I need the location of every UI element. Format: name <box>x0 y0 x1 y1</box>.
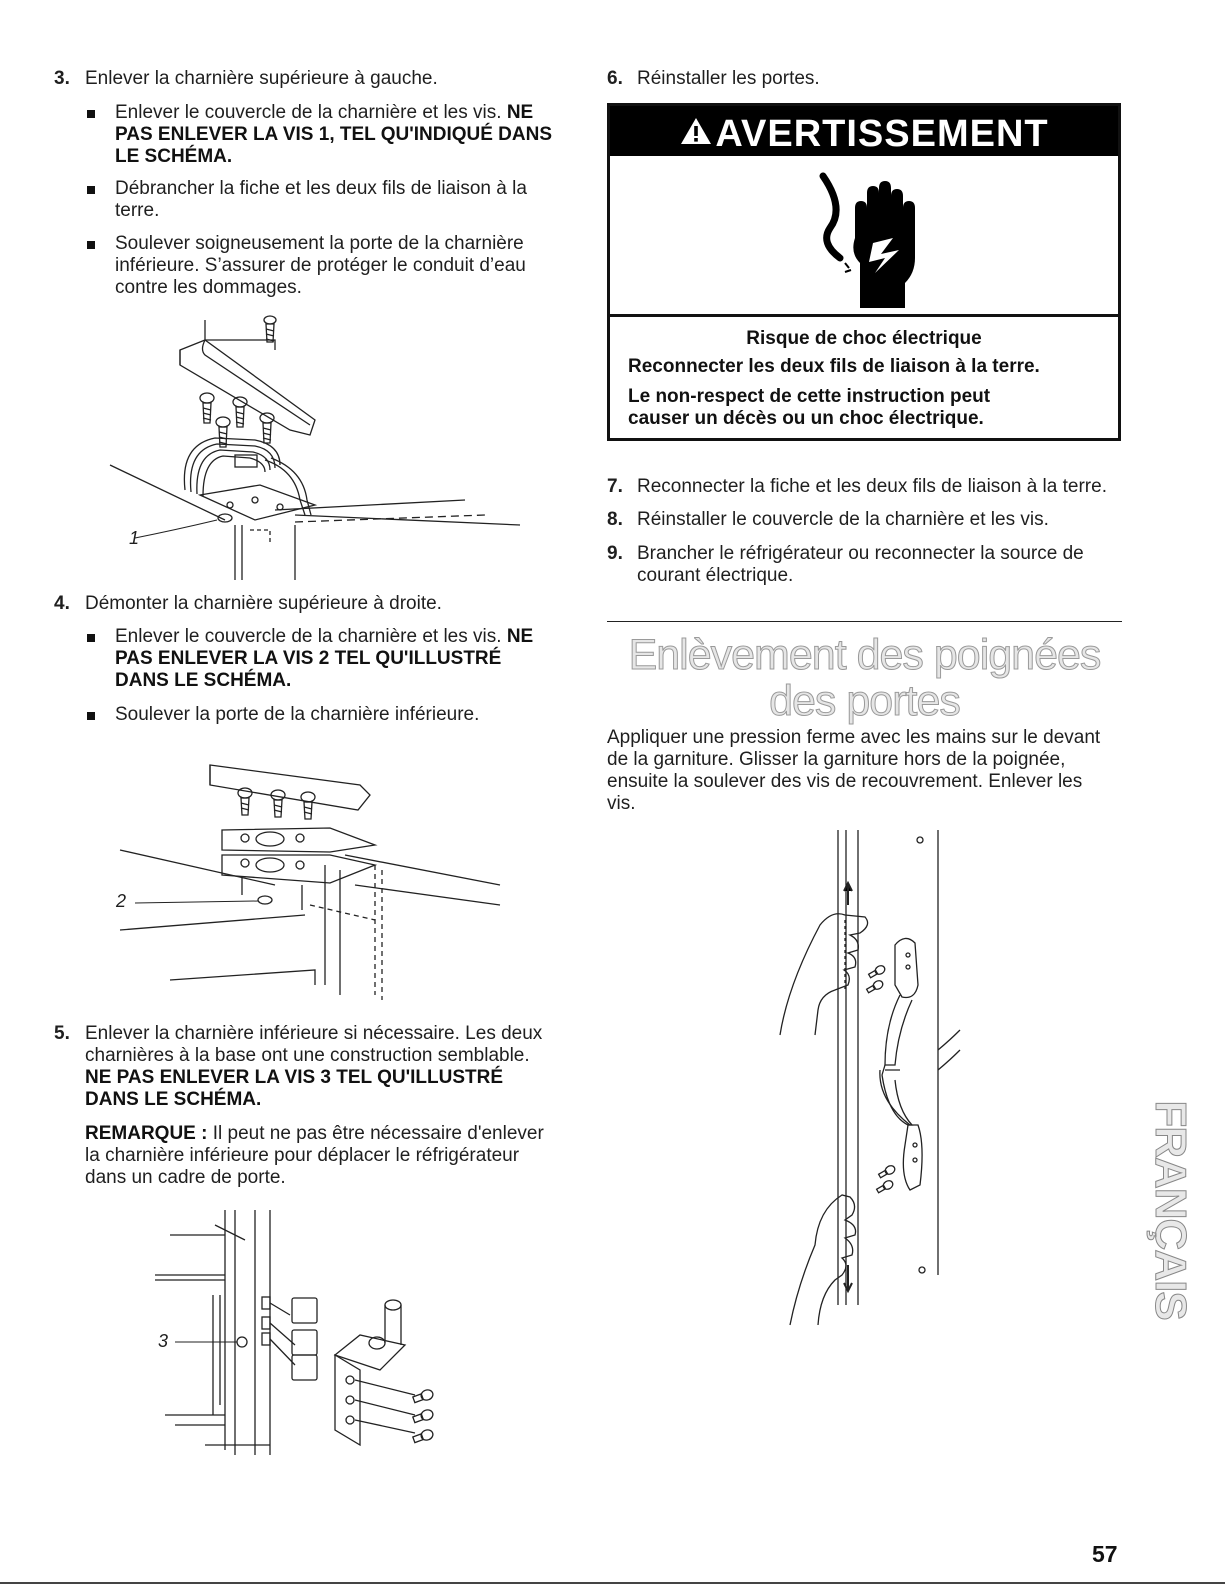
lower-hinge-diagram <box>145 1205 455 1455</box>
bullet-text-bold: DANS LE SCHÉMA. <box>115 670 292 691</box>
note-text: dans un cadre de porte. <box>85 1167 286 1188</box>
hinge-left-diagram <box>105 310 525 590</box>
bullet-text: inférieure. S’assurer de protéger le conduit d’eau <box>115 255 526 276</box>
step-number: 3. <box>54 68 70 89</box>
bullet-square <box>87 241 95 249</box>
paragraph-line: de la garniture. Glisser la garniture hors de la poignée, <box>607 749 1066 770</box>
step-text: Démonter la charnière supérieure à droite. <box>85 593 442 614</box>
note-text: REMARQUE : Il peut ne pas être nécessaire d'enlever <box>85 1123 544 1144</box>
callout-number: 1 <box>129 528 140 548</box>
warning-title: Risque de choc électrique <box>746 328 982 349</box>
hinge-right-diagram <box>110 755 510 1005</box>
bullet-text: Soulever la porte de la charnière inférieure. <box>115 704 480 725</box>
warning-divider <box>610 314 1118 317</box>
bullet-text: Débrancher la fiche et les deux fils de liaison à la <box>115 178 527 199</box>
bullet-square <box>87 110 95 118</box>
warning-box <box>607 103 1121 441</box>
callout-number: 2 <box>116 891 127 911</box>
callout-number: 3 <box>158 1331 169 1351</box>
step-text-bold: NE PAS ENLEVER LA VIS 3 TEL QU'ILLUSTRÉ <box>85 1067 503 1088</box>
bullet-text: Soulever soigneusement la porte de la charnière <box>115 233 524 254</box>
electric-shock-hand-icon <box>815 168 935 313</box>
step-number: 4. <box>54 593 70 614</box>
step-text: Enlever la charnière supérieure à gauche. <box>85 68 438 89</box>
side-tab-label: FRANÇAIS <box>1146 1100 1195 1320</box>
bullet-text: terre. <box>115 200 160 221</box>
step-text: Brancher le réfrigérateur ou reconnecter la source de <box>637 543 1084 564</box>
bullet-text-bold: LE SCHÉMA. <box>115 146 233 167</box>
note-text: la charnière inférieure pour déplacer le réfrigérateur <box>85 1145 520 1166</box>
bullet-square <box>87 712 95 720</box>
step-text: Reconnecter la fiche et les deux fils de liaison à la terre. <box>637 476 1107 497</box>
step-text-bold: DANS LE SCHÉMA. <box>85 1089 262 1110</box>
step-text: charnières à la base ont une construction semblable. <box>85 1045 530 1066</box>
bullet-text: contre les dommages. <box>115 277 302 298</box>
warning-triangle-icon <box>679 108 713 160</box>
warning-header: AVERTISSEMENT <box>610 106 1118 156</box>
step-number: 5. <box>54 1023 70 1044</box>
bullet-text-bold: PAS ENLEVER LA VIS 1, TEL QU'INDIQUÉ DANS <box>115 124 553 145</box>
step-number: 8. <box>607 509 623 530</box>
step-number: 6. <box>607 68 623 89</box>
warning-text: Reconnecter les deux fils de liaison à la terre. <box>628 356 1040 377</box>
page-number: 57 <box>1092 1541 1118 1567</box>
bullet-text: Enlever le couvercle de la charnière et les vis. NE <box>115 626 534 647</box>
paragraph-line: ensuite la soulever des vis de recouvrement. Enlever les <box>607 771 1083 792</box>
note-label: REMARQUE : <box>85 1123 208 1144</box>
section-divider <box>607 621 1122 622</box>
bullet-square <box>87 634 95 642</box>
door-handle-diagram <box>760 825 980 1335</box>
paragraph-line: Appliquer une pression ferme avec les mains sur le devant <box>607 727 1101 748</box>
step-text: Réinstaller le couvercle de la charnière et les vis. <box>637 509 1049 530</box>
step-text: Réinstaller les portes. <box>637 68 820 89</box>
bottom-border <box>0 1582 1225 1584</box>
section-heading: Enlèvement des poignées des portes <box>628 631 1101 725</box>
warning-text: Le non-respect de cette instruction peut <box>628 386 991 407</box>
language-side-tab <box>1140 1080 1200 1340</box>
step-number: 9. <box>607 543 623 564</box>
warning-text: causer un décès ou un choc électrique. <box>628 408 984 429</box>
step-text: Enlever la charnière inférieure si nécessaire. Les deux <box>85 1023 543 1044</box>
step-number: 7. <box>607 476 623 497</box>
bullet-square <box>87 186 95 194</box>
step-text: courant électrique. <box>637 565 794 586</box>
paragraph-line: vis. <box>607 793 636 814</box>
bullet-text: Enlever le couvercle de la charnière et les vis. NE <box>115 102 534 123</box>
bullet-text-bold: PAS ENLEVER LA VIS 2 TEL QU'ILLUSTRÉ <box>115 648 502 669</box>
